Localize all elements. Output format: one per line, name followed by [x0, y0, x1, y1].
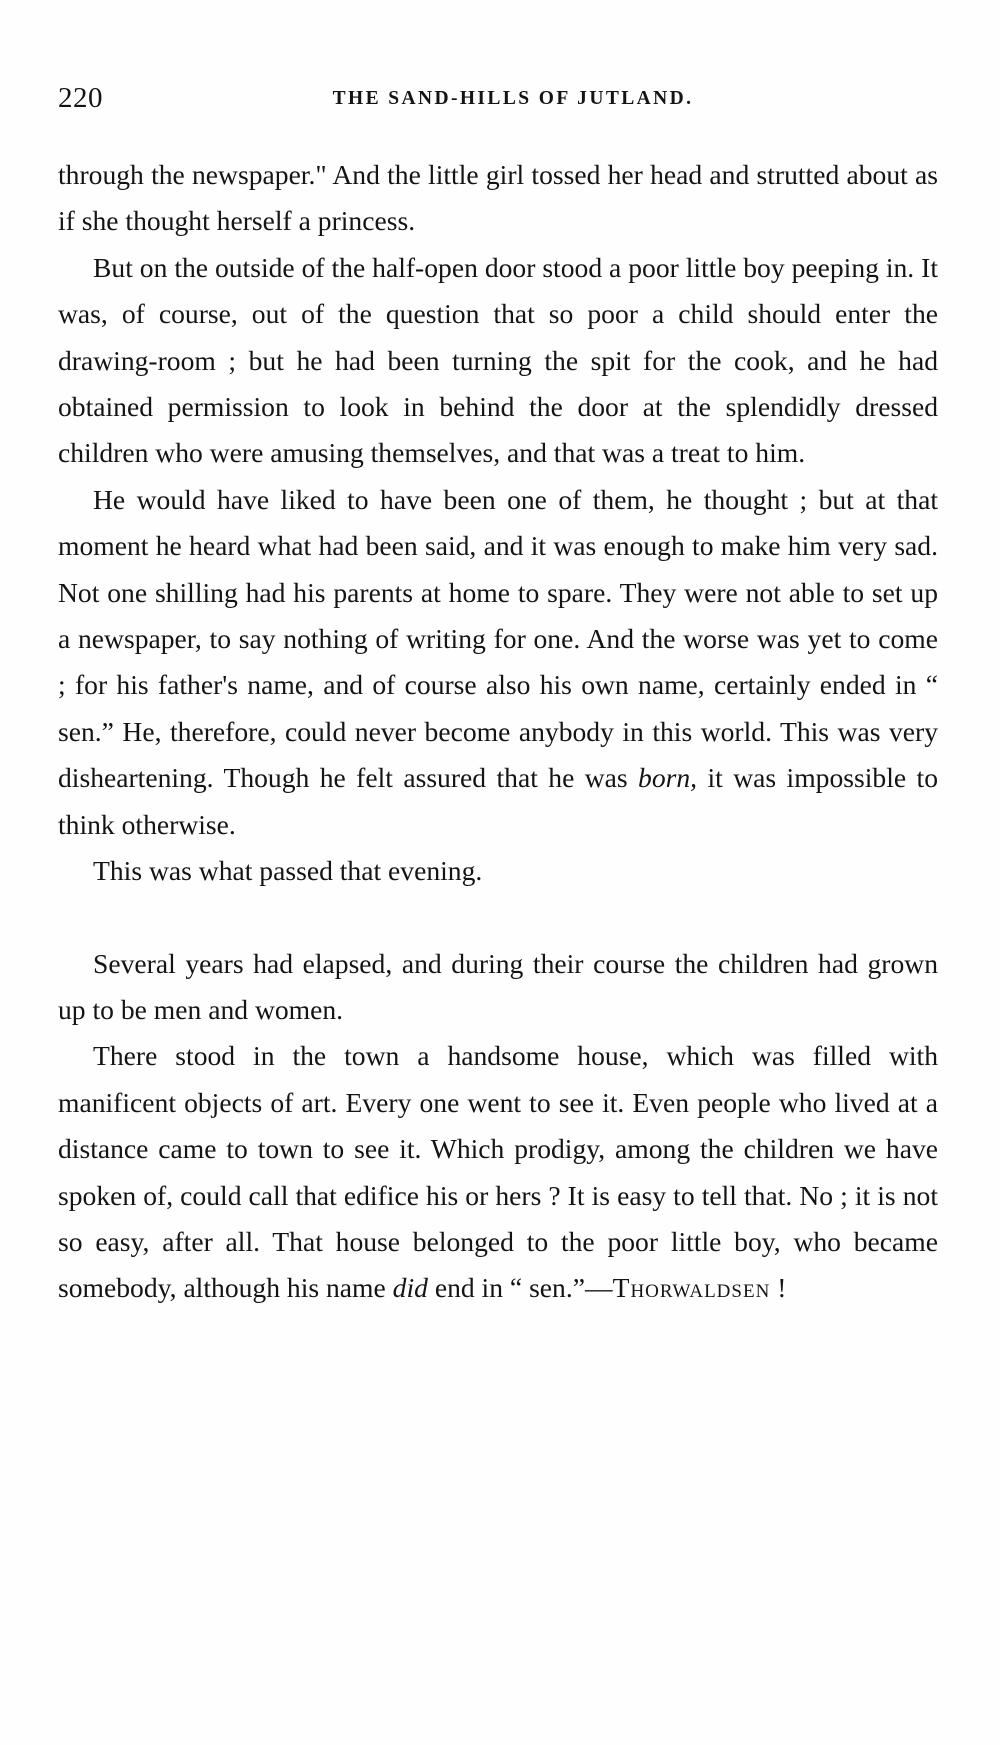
- paragraph-3: [58, 477, 938, 848]
- paragraph-3-text-b: it was impossible to think otherwise.: [58, 762, 938, 840]
- paragraph-6-text-b: end in “ sen.”—: [427, 1272, 613, 1304]
- name-thorwaldsen: Thorwaldsen: [612, 1272, 771, 1304]
- italic-did: did: [392, 1272, 428, 1304]
- page-number: 220: [58, 82, 103, 114]
- body-text: [58, 152, 938, 1312]
- paragraph-6: [58, 1033, 938, 1311]
- paragraph-2: But on the outside of the half-open door stood a poor little boy peeping in. It was, of course, out of the question that so poor a child should enter the drawing-room ; but he had been turning the spit for the cook, and he had obtained permission to look in behind the door at the splendidly dressed children who were amusing themselves, and that was a treat to him.: [58, 251, 938, 469]
- section-break: [58, 895, 938, 941]
- paragraph-5: Several years had elapsed, and during their course the children had grown up to be men and women.: [58, 947, 938, 1025]
- paragraph-1: through the newspaper." And the little girl tossed her head and strutted about as if she thought herself a princess.: [58, 159, 938, 237]
- paragraph-3-text-a: He would have liked to have been one of them, he thought ; but at that moment he heard what had been said, and it was enough to make him very sad. Not one shilling had his parents at home to spare. They were not able to set up a newspaper, to say nothing of writing for one. And the worse was yet to come ; for his father's name, and of course also his own name, certainly ended in “ sen.” He, therefore, could never become anybody in this world. This was very disheartening. Though he felt assured that he was: [58, 483, 938, 794]
- paragraph-6-end: !: [770, 1272, 787, 1304]
- paragraph-6-text-a: There stood in the town a handsome house, which was filled with manificent objects of art. Every one went to see it. Even people who lived at a distance came to town to see it. Which prodigy, among the children we have spoken of, could call that edifice his or hers ? It is easy to tell that. No ; it is not so easy, after all. That house belonged to the poor little boy, who became somebody, although his name: [58, 1040, 938, 1304]
- page-header: [58, 82, 938, 122]
- italic-born: born,: [638, 762, 698, 794]
- running-title: THE SAND-HILLS OF JUTLAND.: [332, 88, 694, 109]
- paragraph-4: This was what passed that evening.: [93, 855, 483, 887]
